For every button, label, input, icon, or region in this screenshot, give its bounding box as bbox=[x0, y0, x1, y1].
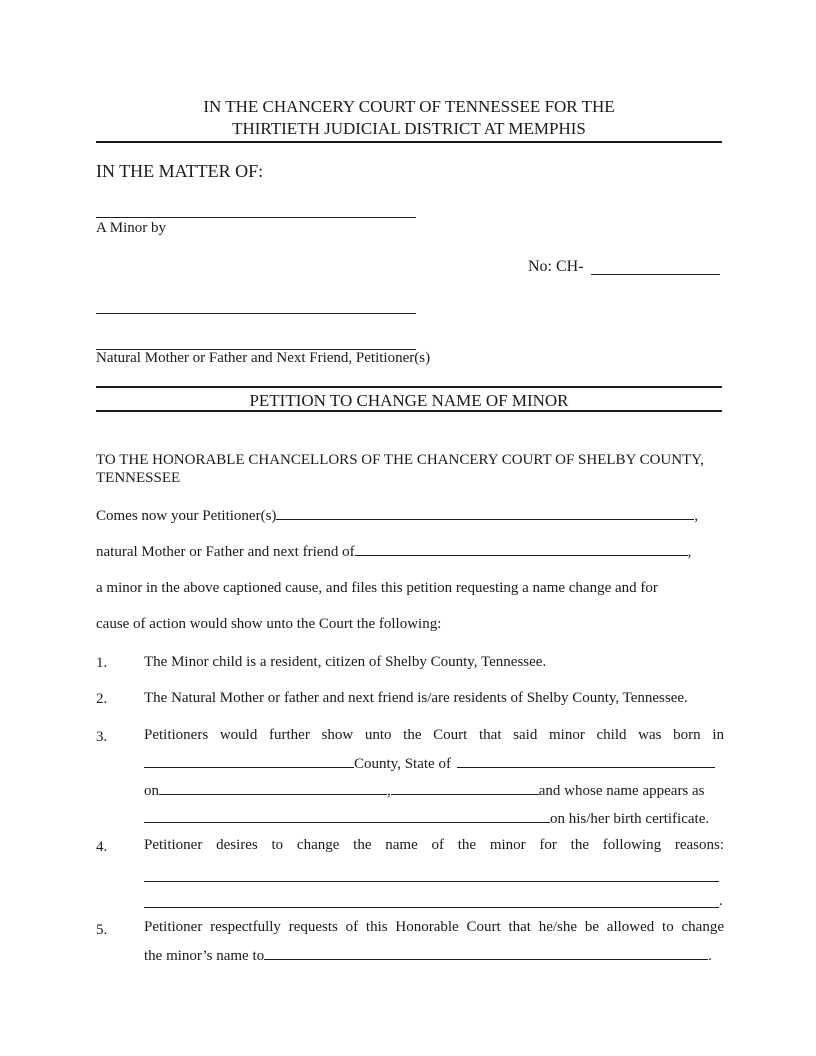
court-caption-line2: THIRTIETH JUDICIAL DISTRICT AT MEMPHIS bbox=[232, 119, 586, 138]
birth-county-blank[interactable] bbox=[144, 755, 354, 768]
reasons-blank-1[interactable] bbox=[144, 881, 719, 882]
item-2-text: The Natural Mother or father and next friend is/are residents of Shelby County, Tennessee. bbox=[144, 690, 688, 706]
intro-line-1 bbox=[96, 507, 698, 525]
case-number-label: No: CH- bbox=[528, 258, 584, 275]
new-name-period: . bbox=[708, 948, 712, 964]
title-bottom-rule bbox=[96, 410, 722, 412]
birth-year-blank[interactable] bbox=[391, 782, 539, 795]
item-4-number: 4. bbox=[96, 839, 108, 855]
birth-cert-label: on his/her birth certificate. bbox=[550, 811, 710, 827]
item-2-number: 2. bbox=[96, 691, 108, 707]
minor-of-blank[interactable] bbox=[355, 543, 688, 556]
item-1-text: The Minor child is a resident, citizen of Shelby County, Tennessee. bbox=[144, 654, 547, 670]
birth-date-blank[interactable] bbox=[159, 782, 387, 795]
next-friend-prefix: natural Mother or Father and next friend of bbox=[96, 544, 355, 560]
reasons-blank-2[interactable] bbox=[144, 907, 719, 908]
item-3-county-line bbox=[144, 755, 715, 773]
item-3-date-line bbox=[144, 782, 705, 800]
intro-line-2 bbox=[96, 543, 691, 561]
petitioner-label: Natural Mother or Father and Next Friend, Petitioner(s) bbox=[96, 350, 431, 366]
date-comma: , bbox=[387, 783, 391, 799]
title-top-rule bbox=[96, 386, 722, 388]
petitioner-blank[interactable] bbox=[276, 507, 694, 520]
item-5-new-name-line bbox=[144, 947, 712, 965]
intro-comma-2: , bbox=[687, 544, 692, 560]
item-5-text: Petitioner respectfully requests of this Honorable Court that he/she be allowed to change bbox=[144, 919, 724, 935]
reasons-end-period: . bbox=[719, 893, 723, 909]
item-4-text: Petitioner desires to change the name of the minor for the following reasons: bbox=[144, 837, 724, 853]
minor-label: A Minor by bbox=[96, 220, 167, 236]
minor-name-blank[interactable] bbox=[96, 217, 416, 218]
court-address: TO THE HONORABLE CHANCELLORS OF THE CHANCERY COURT OF SHELBY COUNTY, TENNESSEE bbox=[96, 452, 704, 486]
birth-state-blank[interactable] bbox=[457, 755, 715, 768]
birth-certificate-name-blank[interactable] bbox=[144, 810, 550, 823]
court-caption-line1: IN THE CHANCERY COURT OF TENNESSEE FOR THE bbox=[203, 97, 615, 116]
intro-line-3: a minor in the above captioned cause, and files this petition requesting a name change and for bbox=[96, 580, 658, 596]
matter-heading: IN THE MATTER OF: bbox=[96, 161, 264, 181]
petition-title: PETITION TO CHANGE NAME OF MINOR bbox=[249, 391, 569, 410]
item-3-number: 3. bbox=[96, 729, 108, 745]
petitioner-prefix: Comes now your Petitioner(s) bbox=[96, 508, 277, 524]
item-3-text: Petitioners would further show unto the Court that said minor child was born in bbox=[144, 727, 724, 743]
petitioner-name-blank-1[interactable] bbox=[96, 313, 416, 314]
name-to-label: the minor’s name to bbox=[144, 948, 265, 964]
item-1-number: 1. bbox=[96, 655, 108, 671]
on-label: on bbox=[144, 783, 159, 799]
item-3-birth-cert-line bbox=[144, 810, 709, 828]
intro-line-4: cause of action would show unto the Court the following: bbox=[96, 616, 442, 632]
new-name-blank[interactable] bbox=[264, 947, 708, 960]
item-5-number: 5. bbox=[96, 922, 108, 938]
caption-divider bbox=[96, 141, 722, 143]
county-label: County, State of bbox=[354, 756, 451, 772]
whose-name-label: and whose name appears as bbox=[538, 783, 705, 799]
intro-comma: , bbox=[694, 508, 699, 524]
case-number-blank[interactable] bbox=[591, 274, 720, 275]
